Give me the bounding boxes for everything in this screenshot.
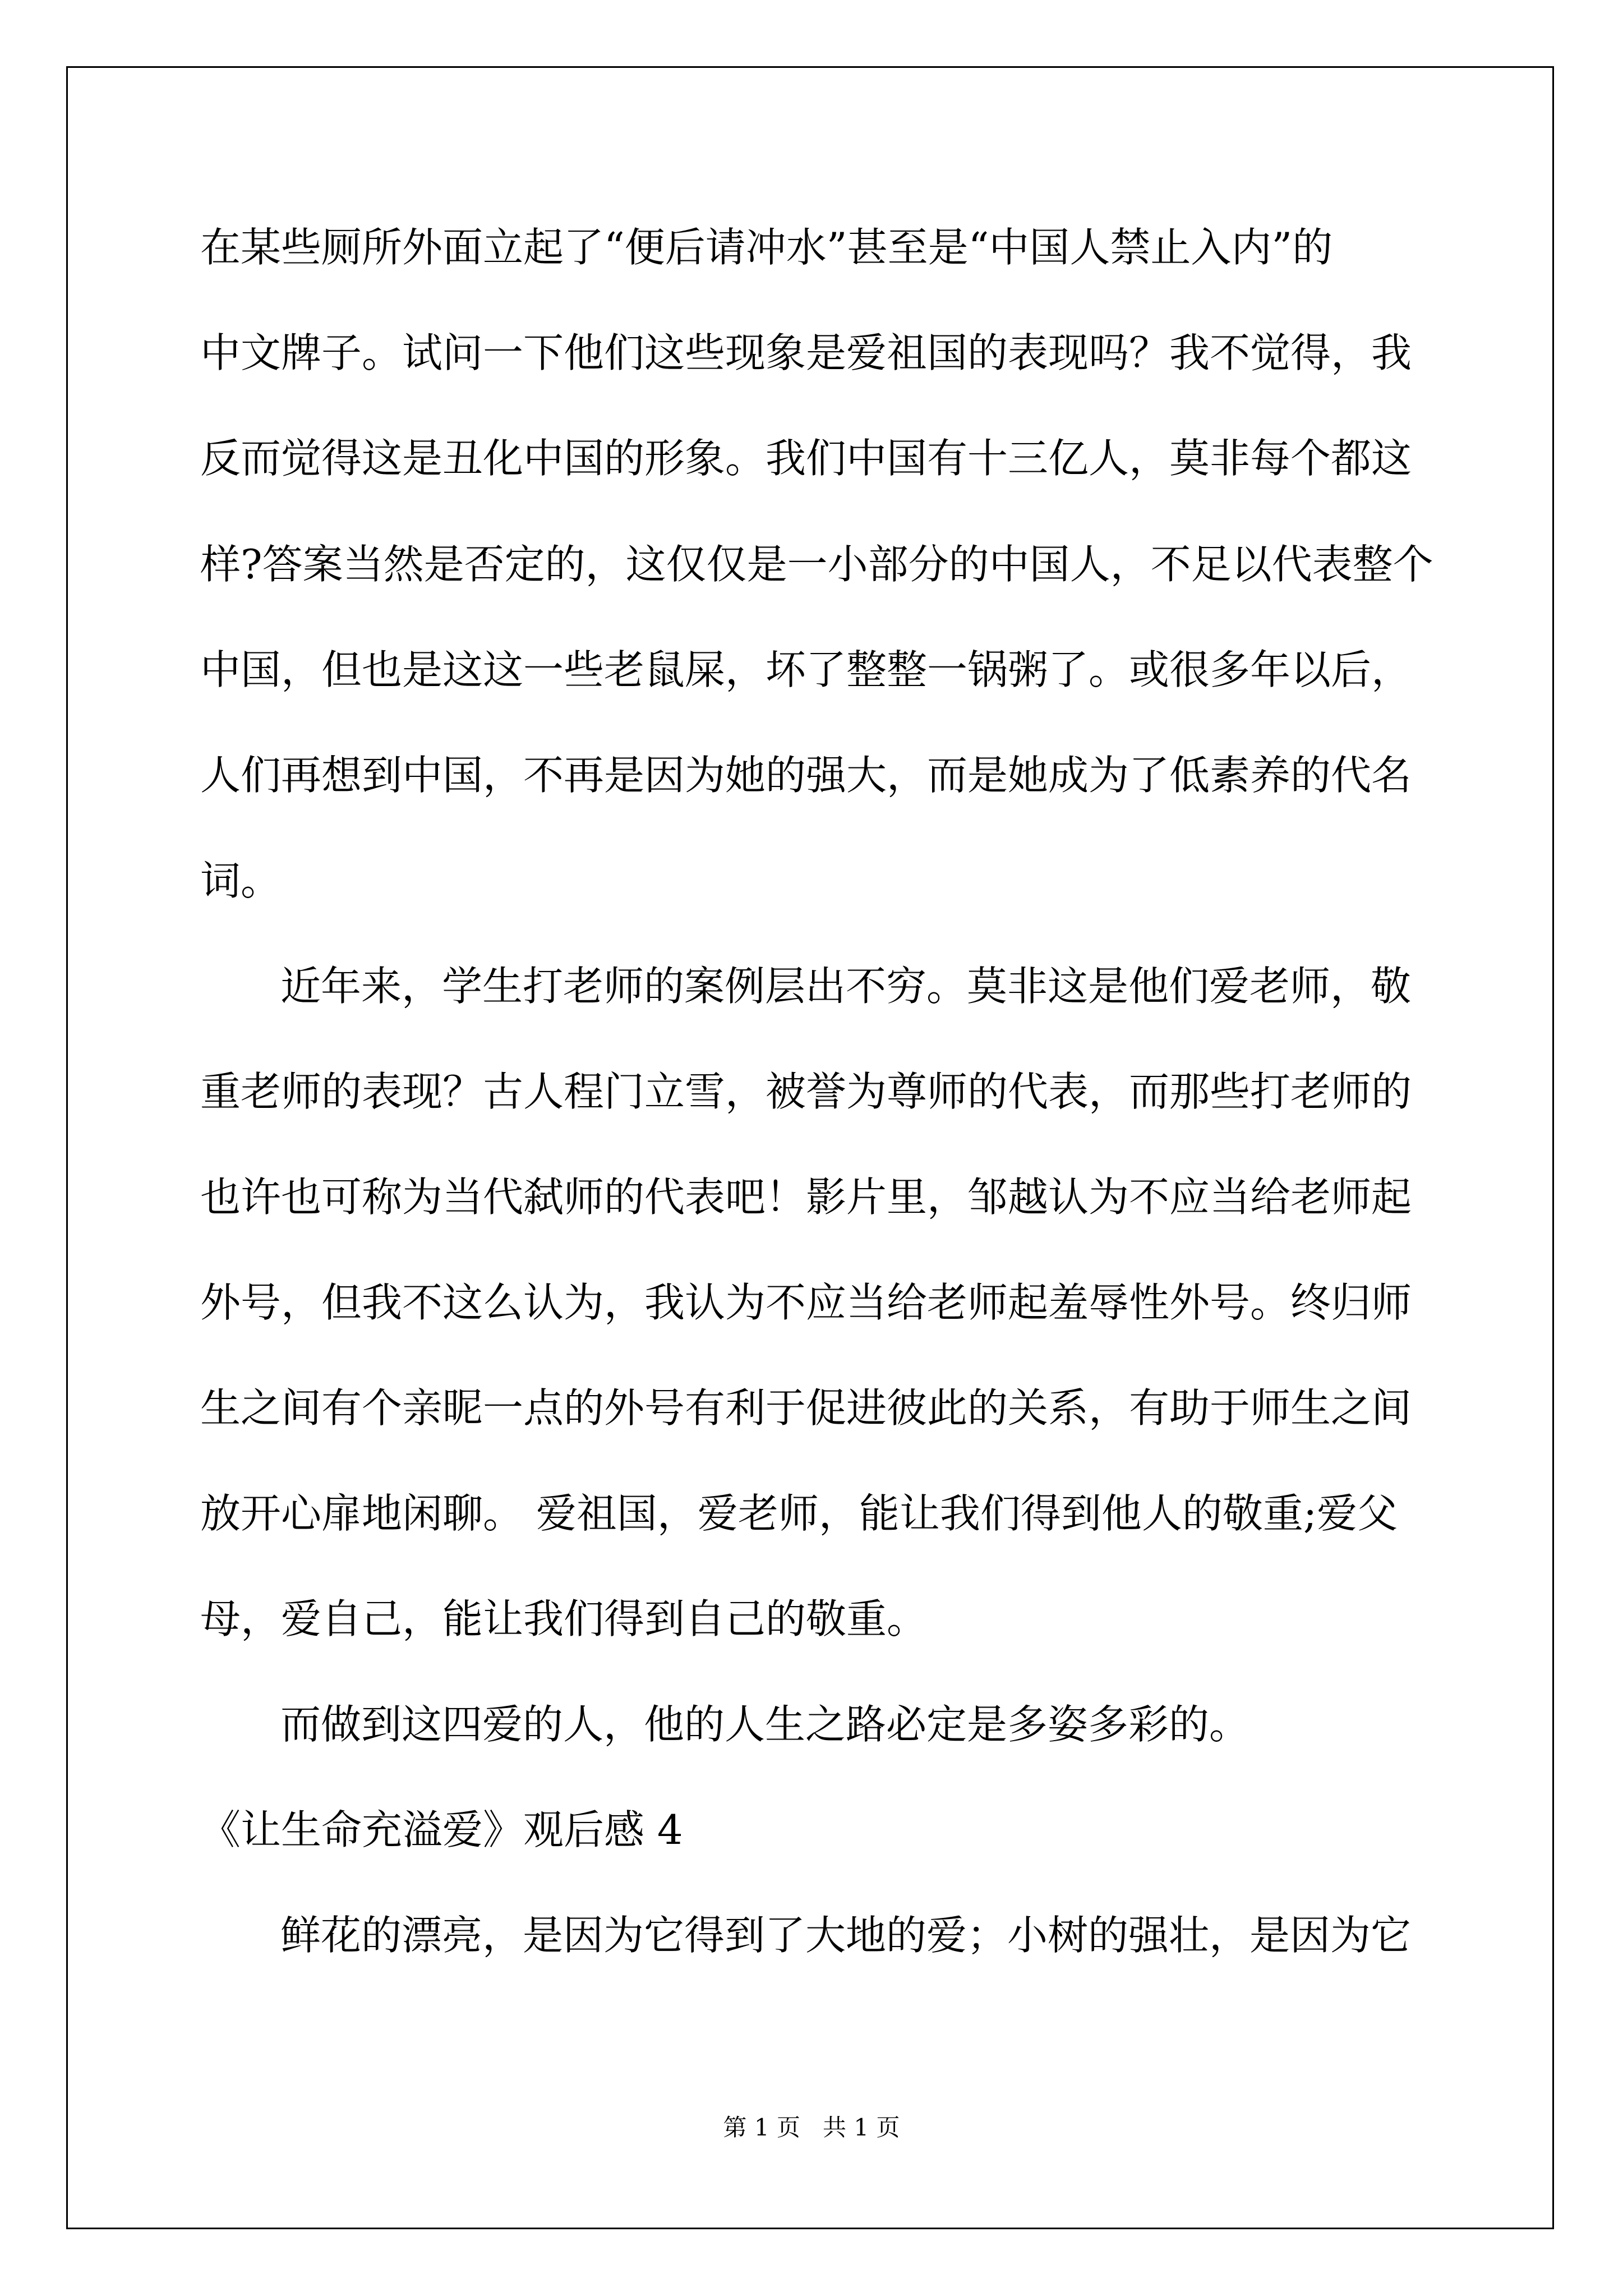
page-number-label: 第 1 页 共 1 页 [723, 2114, 900, 2141]
body-line-12: 生之间有个亲昵一点的外号有利于促进彼此的关系，有助于师生之间 [200, 1384, 1412, 1432]
body-line-14: 母，爱自己，能让我们得到自己的敬重。 [200, 1595, 928, 1642]
page-border [66, 66, 1554, 2229]
body-line-3: 反而觉得这是丑化中国的形象。我们中国有十三亿人，莫非每个都这 [200, 435, 1412, 482]
body-line-1: 在某些厕所外面立起了“便后请冲水”甚至是“中国人禁止入内”的 [200, 224, 1333, 271]
body-line-6: 人们再想到中国，不再是因为她的强大，而是她成为了低素养的代名 [200, 752, 1412, 799]
body-line-5: 中国，但也是这这一些老鼠屎，坏了整整一锅粥了。或很多年以后， [200, 646, 1412, 693]
body-line-7: 词。 [200, 857, 282, 904]
page-footer [0, 2109, 1623, 2143]
body-line-10: 也许也可称为当代弑师的代表吧！影片里，邹越认为不应当给老师起 [200, 1174, 1412, 1221]
body-line-4: 样?答案当然是否定的，这仅仅是一小部分的中国人，不足以代表整个 [200, 541, 1433, 588]
body-line-11: 外号，但我不这么认为，我认为不应当给老师起羞辱性外号。终归师 [200, 1279, 1412, 1326]
section-heading: 《让生命充溢爱》观后感 4 [200, 1806, 683, 1853]
paragraph-start-line: 鲜花的漂亮，是因为它得到了大地的爱；小树的强壮，是因为它 [280, 1912, 1412, 1959]
paragraph-start-line: 近年来，学生打老师的案例层出不穷。莫非这是他们爱老师，敬 [280, 963, 1412, 1010]
body-line-2: 中文牌子。试问一下他们这些现象是爱祖国的表现吗？我不觉得，我 [200, 329, 1412, 376]
body-line-9: 重老师的表现？古人程门立雪，被誉为尊师的代表，而那些打老师的 [200, 1068, 1412, 1115]
body-line-13: 放开心扉地闲聊。 爱祖国，爱老师，能让我们得到他人的敬重;爱父 [200, 1490, 1398, 1537]
paragraph-start-line: 而做到这四爱的人，他的人生之路必定是多姿多彩的。 [280, 1701, 1250, 1748]
